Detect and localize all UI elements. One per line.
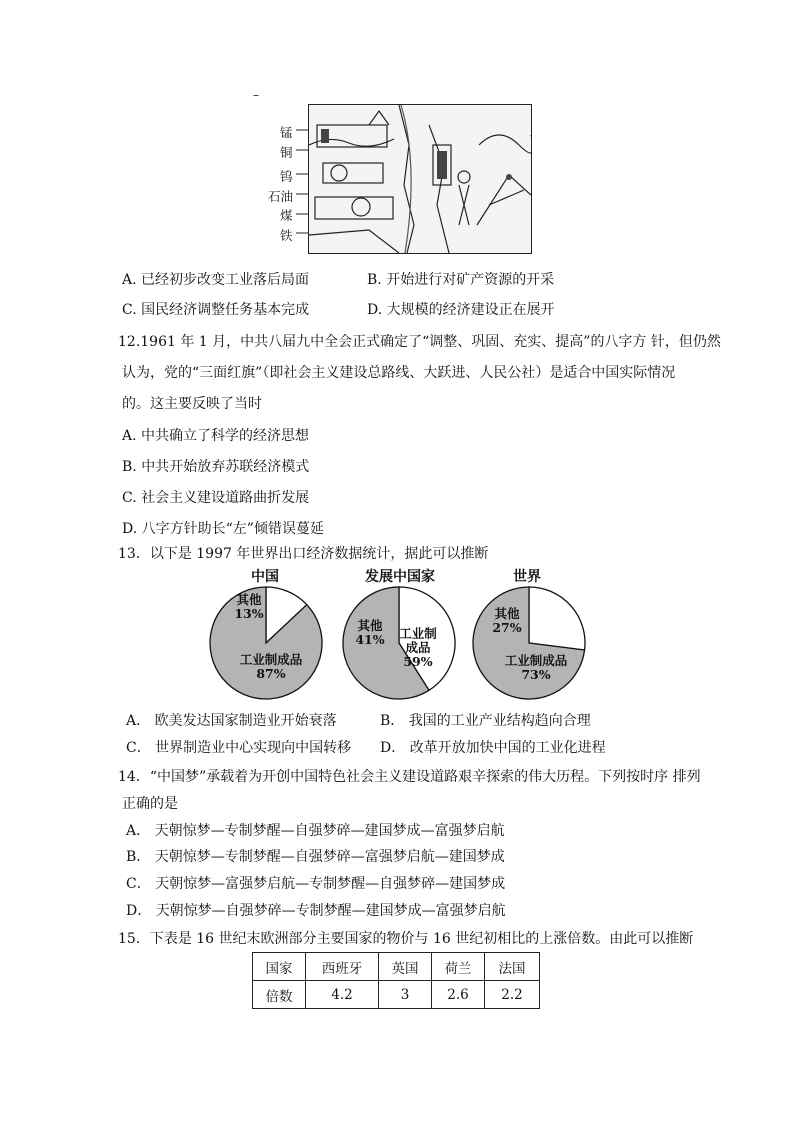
slice-value: 41% (355, 632, 385, 647)
q12-stem-line2: 认为，党的“三面红旗”（即社会主义建设总路线、大跃进、人民公社）是适合中国实际情况 (122, 365, 676, 381)
option-text: 中共确立了科学的经济思想 (141, 428, 310, 444)
table-cell: 3 (379, 981, 432, 1009)
resource-label: 铜 (280, 145, 293, 160)
q12-option-b[interactable] (122, 456, 309, 476)
option-letter: D. (122, 521, 138, 537)
resource-label: 铁 (280, 228, 293, 243)
option-letter: B. (122, 459, 137, 475)
table-header-row (253, 953, 540, 981)
table-header-cell: 英国 (379, 953, 432, 981)
slice-label: 工业制成品 (239, 652, 303, 667)
q13-option-d[interactable] (380, 737, 606, 757)
option-text: 中共开始放弃苏联经济模式 (141, 459, 310, 475)
stray-mark: – (253, 88, 259, 102)
option-text: 我国的工业产业结构趋向合理 (408, 713, 591, 729)
option-text: 已经初步改变工业落后局面 (141, 272, 310, 288)
table-cell: 2.2 (485, 981, 540, 1009)
option-text: 开始进行对矿产资源的开采 (386, 272, 555, 288)
q14-option-b[interactable] (126, 846, 505, 866)
slice-value: 73% (521, 667, 551, 682)
slice-label: 其他 (236, 592, 262, 607)
q14-option-c[interactable] (126, 873, 505, 893)
option-letter: A. (122, 428, 137, 444)
q11-option-c[interactable] (122, 299, 309, 319)
q11-option-b[interactable] (367, 269, 554, 289)
mining-illustration (308, 104, 532, 254)
price-table (252, 952, 540, 1009)
table-cell: 2.6 (432, 981, 485, 1009)
option-text: 天朝惊梦—自强梦碎—专制梦醒—建国梦成—富强梦启航 (155, 903, 506, 919)
table-header-cell: 西班牙 (306, 953, 379, 981)
table-header-cell: 法国 (485, 953, 540, 981)
pie-label-other (350, 619, 390, 647)
option-letter: D． (126, 903, 152, 919)
resource-label: 煤 (280, 208, 293, 223)
q12-stem-line1: 12.1961 年 1 月，中共八届九中全会正式确定了“调整、巩固、充实、提高”的八字方 针，但仍然 (118, 334, 721, 350)
q14-stem-line2: 正确的是 (122, 796, 178, 812)
q12-option-c[interactable] (122, 487, 309, 507)
pie-title: 中国 (251, 569, 279, 585)
option-letter: A. (122, 272, 137, 288)
q12-option-a[interactable] (122, 425, 309, 445)
option-letter: D. (367, 302, 383, 318)
q13-option-b[interactable] (380, 710, 591, 730)
resource-label: 石油 (268, 189, 294, 204)
q13-option-a[interactable] (126, 710, 337, 730)
pie-title: 发展中国家 (365, 569, 435, 585)
slice-value: 87% (256, 666, 286, 681)
pie-label-other (229, 593, 269, 621)
q12-option-d[interactable] (122, 518, 324, 538)
resource-label: 钨 (280, 169, 293, 184)
option-text: 大规模的经济建设正在展开 (386, 302, 555, 318)
slice-value: 13% (234, 606, 264, 621)
option-letter: C. (122, 302, 137, 318)
pie-label-manufactured (493, 654, 579, 682)
option-letter: B. (367, 272, 382, 288)
table-row (253, 981, 540, 1009)
pie-label-other (487, 607, 527, 635)
option-text: 世界制造业中心实现向中国转移 (155, 740, 352, 756)
q14-option-a[interactable] (126, 820, 505, 840)
option-text: 国民经济调整任务基本完成 (141, 302, 310, 318)
q15-stem: 15．下表是 16 世纪末欧洲部分主要国家的物价与 16 世纪初相比的上涨倍数。由此可以推断 (118, 931, 694, 947)
slice-value: 27% (492, 620, 522, 635)
q12-stem-line3: 的。这主要反映了当时 (122, 396, 262, 412)
q11-option-a[interactable] (122, 269, 309, 289)
table-cell: 倍数 (253, 981, 306, 1009)
option-text: 改革开放加快中国的工业化进程 (409, 740, 606, 756)
option-text: 天朝惊梦—专制梦醒—自强梦碎—建国梦成—富强梦启航 (154, 823, 505, 839)
option-text: 欧美发达国家制造业开始衰落 (154, 713, 337, 729)
option-text: 八字方针助长“左”倾错误蔓延 (141, 521, 324, 537)
table-header-cell: 国家 (253, 953, 306, 981)
pie-label-manufactured (228, 653, 314, 681)
option-text: 天朝惊梦—富强梦启航—专制梦醒—自强梦碎—建国梦成 (155, 876, 506, 892)
slice-value: 59% (403, 654, 433, 669)
table-cell: 4.2 (306, 981, 379, 1009)
option-text: 社会主义建设道路曲折发展 (141, 490, 310, 506)
option-letter: C． (126, 740, 151, 756)
option-letter: C． (126, 876, 151, 892)
option-letter: D． (380, 740, 406, 756)
option-letter: B． (380, 713, 405, 729)
option-letter: B． (126, 849, 151, 865)
q13-stem: 13．以下是 1997 年世界出口经济数据统计，据此可以推断 (118, 546, 489, 562)
q11-option-d[interactable] (367, 299, 555, 319)
slice-label: 其他 (494, 606, 520, 621)
option-text: 天朝惊梦—专制梦醒—自强梦碎—富强梦启航—建国梦成 (154, 849, 505, 865)
pie-slice-other (529, 587, 585, 650)
resource-label: 锰 (280, 125, 293, 140)
option-letter: A． (126, 713, 151, 729)
q13-option-c[interactable] (126, 737, 351, 757)
pie-label-manufactured (396, 627, 440, 669)
slice-label: 其他 (357, 618, 383, 633)
table-header-cell: 荷兰 (432, 953, 485, 981)
option-letter: A． (126, 823, 151, 839)
pie-title: 世界 (513, 569, 541, 585)
option-letter: C. (122, 490, 137, 506)
q14-stem-line1: 14．“中国梦”承载着为开创中国特色社会主义建设道路艰辛探索的伟大历程。下列按时序 排列 (118, 769, 701, 785)
q14-option-d[interactable] (126, 900, 506, 920)
slice-label: 工业制成品 (504, 653, 568, 668)
slice-label: 工业制成品 (399, 626, 437, 655)
